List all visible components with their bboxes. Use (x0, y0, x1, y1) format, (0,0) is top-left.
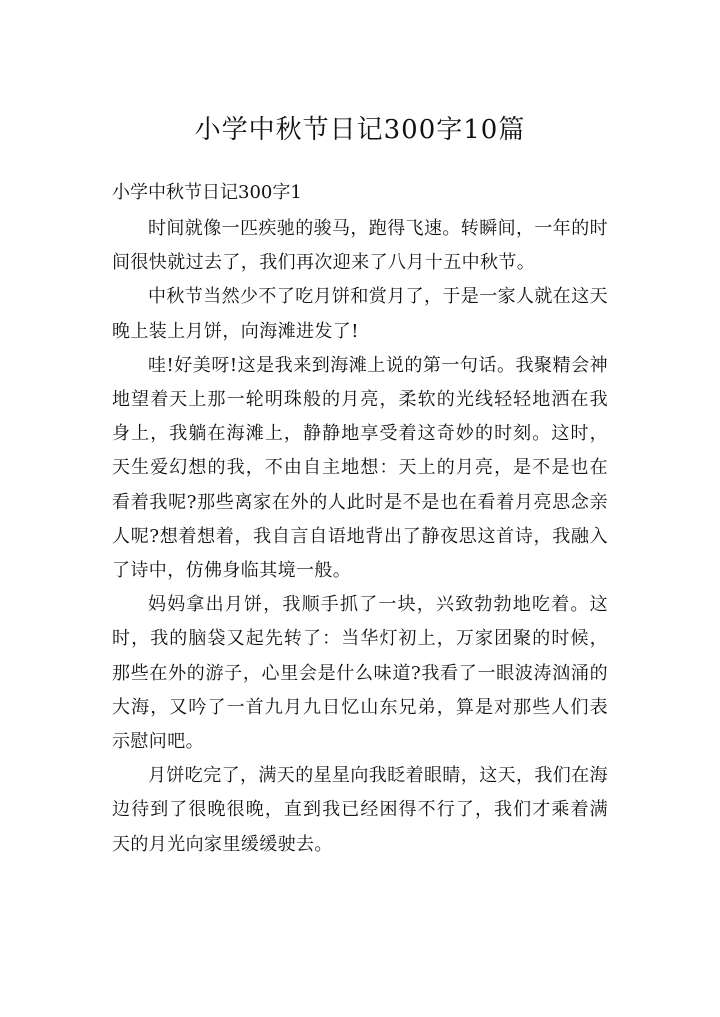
paragraph-1: 时间就像一匹疾驰的骏马，跑得飞速。转瞬间，一年的时间很快就过去了，我们再次迎来了八月十五中秋节。 (112, 218, 608, 274)
paragraph-4: 妈妈拿出月饼，我顺手抓了一块，兴致勃勃地吃着。这时，我的脑袋又起先转了：当华灯初上，万家团聚的时候，那些在外的游子，心里会是什么味道?我看了一眼波涛汹涌的大海，又吟了一首九月九日忆山东兄弟，算是对那些人们表示慰问吧。 (112, 594, 608, 753)
document-title: 小学中秋节日记300字10篇 (194, 115, 526, 145)
entry-heading: 小学中秋节日记300字1 (112, 182, 302, 203)
document-body (112, 212, 608, 862)
paragraph-5: 月饼吃完了，满天的星星向我眨着眼睛，这天，我们在海边待到了很晚很晚，直到我已经困得不行了，我们才乘着满天的月光向家里缓缓驶去。 (112, 765, 608, 855)
paragraph-2: 中秋节当然少不了吃月饼和赏月了，于是一家人就在这天晚上装上月饼，向海滩进发了! (112, 286, 608, 342)
paragraph-3: 哇!好美呀!这是我来到海滩上说的第一句话。我聚精会神地望着天上那一轮明珠般的月亮，柔软的光线轻轻地洒在我身上，我躺在海滩上，静静地享受着这奇妙的时刻。这时，天生爱幻想的我，不由自主地想：天上的月亮，是不是也在看着我呢?那些离家在外的人此时是不是也在看着月亮思念亲人呢?想着想着，我自言自语地背出了静夜思这首诗，我融入了诗中，仿佛身临其境一般。 (112, 354, 608, 582)
